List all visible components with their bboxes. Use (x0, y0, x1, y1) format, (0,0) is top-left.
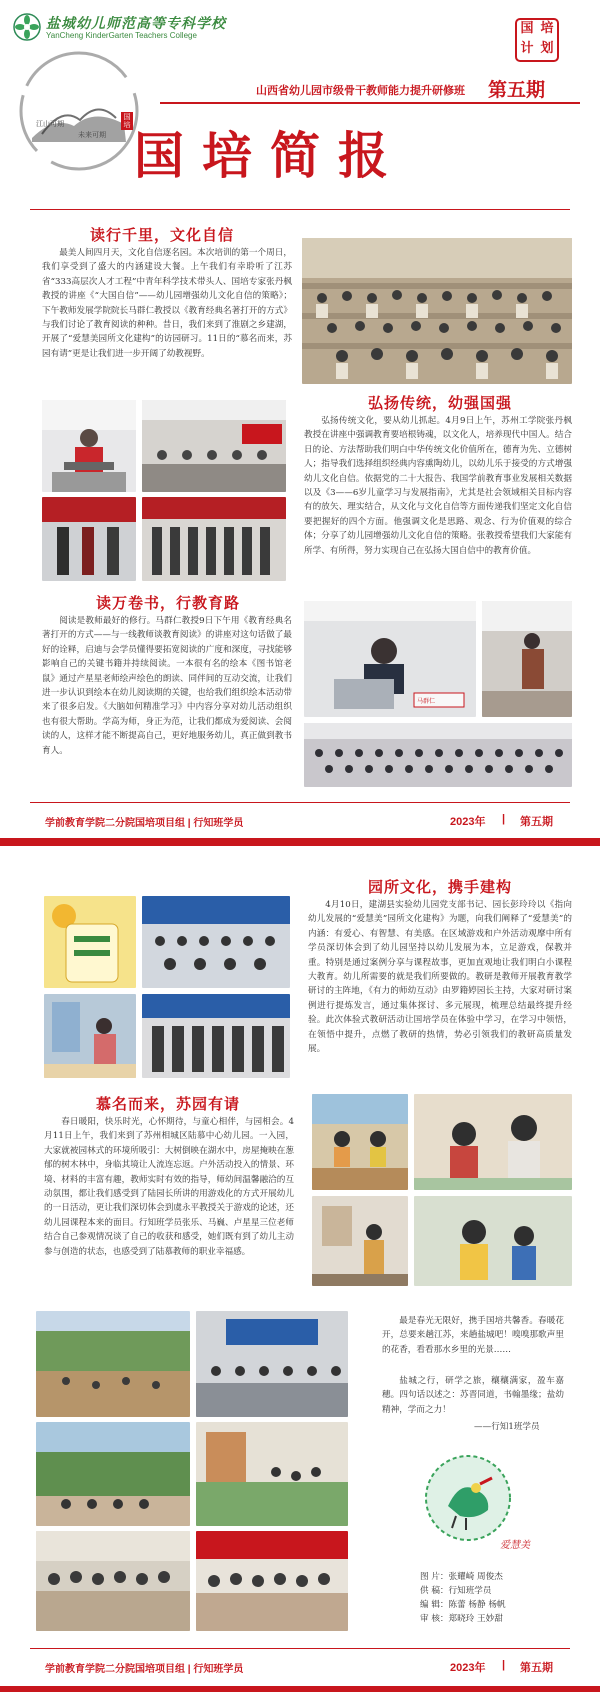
guopei-seal (515, 18, 559, 62)
seal-char: 划 (540, 41, 554, 56)
footer-org-2: 学前教育学院二分院国培项目组 | 行知班学员 (45, 1664, 244, 1675)
photo-class-room (312, 1196, 408, 1286)
photo-audience-1 (142, 896, 290, 988)
footer-year-2: 2023年 (450, 1662, 486, 1674)
photo-kids-table (312, 1094, 408, 1190)
section-title-2: 弘扬传统，幼强国强 (368, 394, 513, 412)
section-text-3: 阅读是教师最好的修行。马群仁教授9日下午用《教育经典名著打开的方式——与一线教师谈教育阅读》的讲座对这句话做了最好的诠释，启迪与会学员懂得要拓宽阅读的广度和深度，寻找能够影响自己的关键书籍并持续阅读。一本很有名的绘本《图书馆老鼠》通过产星星老师绘声绘色的朗读、同伴间的互动交流，让我们进一步认识到绘本在幼儿阅读期的关键，也给我们组织绘本活动带来了很多启发。《大脑如何精准学习》中内容分享对幼儿活动组织也有很大帮助。学高为师，身正为范，让我们都成为爱阅读、会阅读的人，这样才能不断提高自己，更好地服务幼儿，真正做到教书育人。 (42, 616, 292, 756)
photo-group-steps (302, 238, 572, 384)
school-logo (12, 12, 42, 42)
footer-issue-2: 第五期 (520, 1662, 553, 1674)
lecturer-nameplate: 马群仁 (417, 698, 436, 705)
photo-garden-sign (44, 896, 136, 988)
photo-presenter-side (482, 601, 572, 717)
photo-auditorium (304, 723, 572, 787)
photo-group-indoor-1 (42, 497, 136, 581)
section-text-5: 春日暖阳，快乐时光，心怀期待，与童心相伴，与园相会。4月11日上午，我们来到了苏州相城区陆慕中心幼儿园。一入园，大家就被园林式的环境所吸引：大树倒映在湖水中，房屋掩映在葱郁的树木林中，身临其境让人流连忘返。户外活动投入的情景、环境、材料的丰富有趣，教师实时有效的指导，师幼间温馨融洽的互动氛围，都让我们感受到了陆园长所讲的用游戏化的方式开展幼儿的一日活动，更让我们深切体会到虞永平教授关于游戏的论述，还幼儿园课程本来的面目。行知班学员张乐、马巍、卢星星三位老师结合自己参观情况谈了自己的收获和感受，她们既有到了幼儿主动参与创造的状态，也感受到了陆慕教师的职业幸福感。 (44, 1117, 294, 1257)
footer-rule-1 (30, 802, 570, 803)
photo-lecturer-laptop (304, 601, 476, 717)
section-text-4: 4月10日，建湖县实验幼儿园党支部书记、园长彭玲玲以《指向幼儿发展的“爱慧美”园所文化建构》为题，向我们阐释了“爱慧美”的内涵：有爱心、有智慧、有美感。在区域游戏和户外活动观摩中所有学员深切体会到了幼儿园坚持以幼儿发展为本，立足游戏，保教并重。特别是通过案例分享与课程故事，更加直观地让我们明白小课程大教育。幼儿所需要的就是我们所要做的。教研是教师开展教育教学研讨的主阵地，《有力的师幼互动》由罗籍婷园长主持，大家对研讨案例进行提炼发言，通过集体探讨、多元展现，梳理总结最终提升经验。此次体验式教研活动让国培学员在体验中学习，在学习中领悟，在领悟中提升，点燃了教研的热情，势必引领我们的教研高质量发展。 (308, 900, 572, 1055)
ink-caption: 江山可期 (36, 120, 64, 128)
credit-contrib: 供 稿：行知班学员 (420, 1586, 492, 1596)
flower-logo-icon (12, 12, 42, 42)
footer-sep-2: | (502, 1659, 506, 1671)
footer-issue-1: 第五期 (520, 816, 553, 828)
kindergarten-emblem (420, 1450, 516, 1546)
credits-block (420, 1570, 506, 1626)
ink-caption-right: 未来可期 (78, 131, 106, 139)
photo-group-indoor-2 (142, 497, 286, 581)
photo-group-garden (36, 1531, 190, 1631)
photo-meeting-room (196, 1311, 348, 1417)
photo-lecturer (42, 400, 136, 492)
seal-char: 国 (520, 21, 534, 36)
section-title-1: 读行千里，文化自信 (90, 226, 235, 244)
footer-sep-1: | (502, 813, 506, 825)
credit-editor: 编 辑：陈蕾 杨静 杨帆 (420, 1600, 506, 1610)
crane-emblem-icon (420, 1450, 516, 1546)
ink-stamp: 国培 (121, 112, 133, 130)
seal-char: 培 (540, 21, 554, 36)
photo-classroom-1 (142, 400, 286, 492)
page-bottom-bar (0, 1686, 600, 1692)
section-title-3: 读万卷书，行教育路 (96, 594, 241, 612)
closing-paragraph-1: 最是春光无限好，携手国培共馨香。春暖花开，总要来趟江苏，来趟盐城吧！嗅嗅那歌声里的花香，看看那水乡里的光景…… (382, 1316, 564, 1355)
header-rule (160, 102, 580, 104)
section-title-4: 园所文化，携手建构 (368, 878, 513, 896)
photo-kid-play (414, 1196, 572, 1286)
section-title-5: 慕名而来，苏园有请 (96, 1095, 241, 1113)
photo-kids-corridor (196, 1422, 348, 1526)
photo-kid-teacher (414, 1094, 572, 1190)
school-name-en: YanCheng KinderGarten Teachers College (46, 31, 197, 40)
seal-char: 计 (520, 41, 534, 56)
section-text-1: 最美人间四月天，文化自信逐名园。本次培训的第一个周日，我们享受到了盛大的内涵建设大餐。上午我们有幸聆听了江苏省“333高层次人才工程”中青年科学技术带头人、国培专家张丹枫教授的讲座《“大国自信”——幼儿园增强幼儿文化自信的策略》；下午教师发展学院院长马群仁教授以《教育经典名著打开的方式》与我们讨论了教育阅读的种种。昔日，我们来到了淮剧之乡建湖，开展了“爱慧美园所文化建构”的访园研习。11日的“慕名而来，苏园有请”更是让我们进一步开阔了幼教视野。 (42, 248, 292, 359)
photo-group-hall (196, 1531, 348, 1631)
masthead-title: 国培简报 (134, 126, 406, 185)
section-text-2: 弘扬传统文化，要从幼儿抓起。4月9日上午，苏州工学院张丹枫教授在讲座中强调教育要培根铸魂，以文化人，培养现代中国人。结合日的论、方法帮助我们明白中华传统文化价值所在，德育为先、立德树人；指导我们选择组织经典内容熏陶幼儿，以幼儿乐于接受的方式增强幼儿文化自信。依据党的二十大报告、我国学前教育事业发展相关数据以及《3——6岁儿童学习与发展指南》，尤其是社会领域相关目标内容有的放矢、理实结合，从文化与文化自信等方面传递我们坚定文化自信要把握好的四个方面。他强调文化是思路、观念、行为价值观的综合体；分享了幼儿园增强幼儿文化自信的策略。张教授希望我们大家能有所学、有所得，努力实现自己在弘扬大国自信中的教育价值。 (304, 416, 572, 556)
calligraphy-sign: 爱慧美 (500, 1540, 530, 1551)
closing-paragraph-2: 盐城之行，研学之旅，穰穰满家，盈车嘉穗。四句话以述之：苏晋同道，书翰墨缘；盐幼精神，学而之力！ (382, 1376, 564, 1415)
credit-photo: 图 片：张耀崎 周俊杰 (420, 1572, 503, 1582)
footer-org-1: 学前教育学院二分院国培项目组 | 行知班学员 (45, 818, 244, 829)
issue-number: 第五期 (488, 79, 546, 101)
photo-park-visit (36, 1422, 190, 1526)
credit-review: 审 核：郑晓玲 王妙甜 (420, 1614, 503, 1624)
photo-outdoor-garden (36, 1311, 190, 1417)
masthead-rule (30, 209, 570, 210)
program-name: 山西省幼儿园市级骨干教师能力提升研修班 (256, 85, 465, 97)
footer-rule-2 (30, 1648, 570, 1649)
school-name-cn: 盐城幼儿师范高等专科学校 (46, 16, 226, 32)
ink-landscape-circle (14, 46, 144, 176)
photo-audience-2 (142, 994, 290, 1078)
page-divider-bar-1 (0, 838, 600, 846)
footer-year-1: 2023年 (450, 816, 486, 828)
photo-activity-kids (44, 994, 136, 1078)
closing-signature: ——行知1班学员 (474, 1422, 540, 1432)
